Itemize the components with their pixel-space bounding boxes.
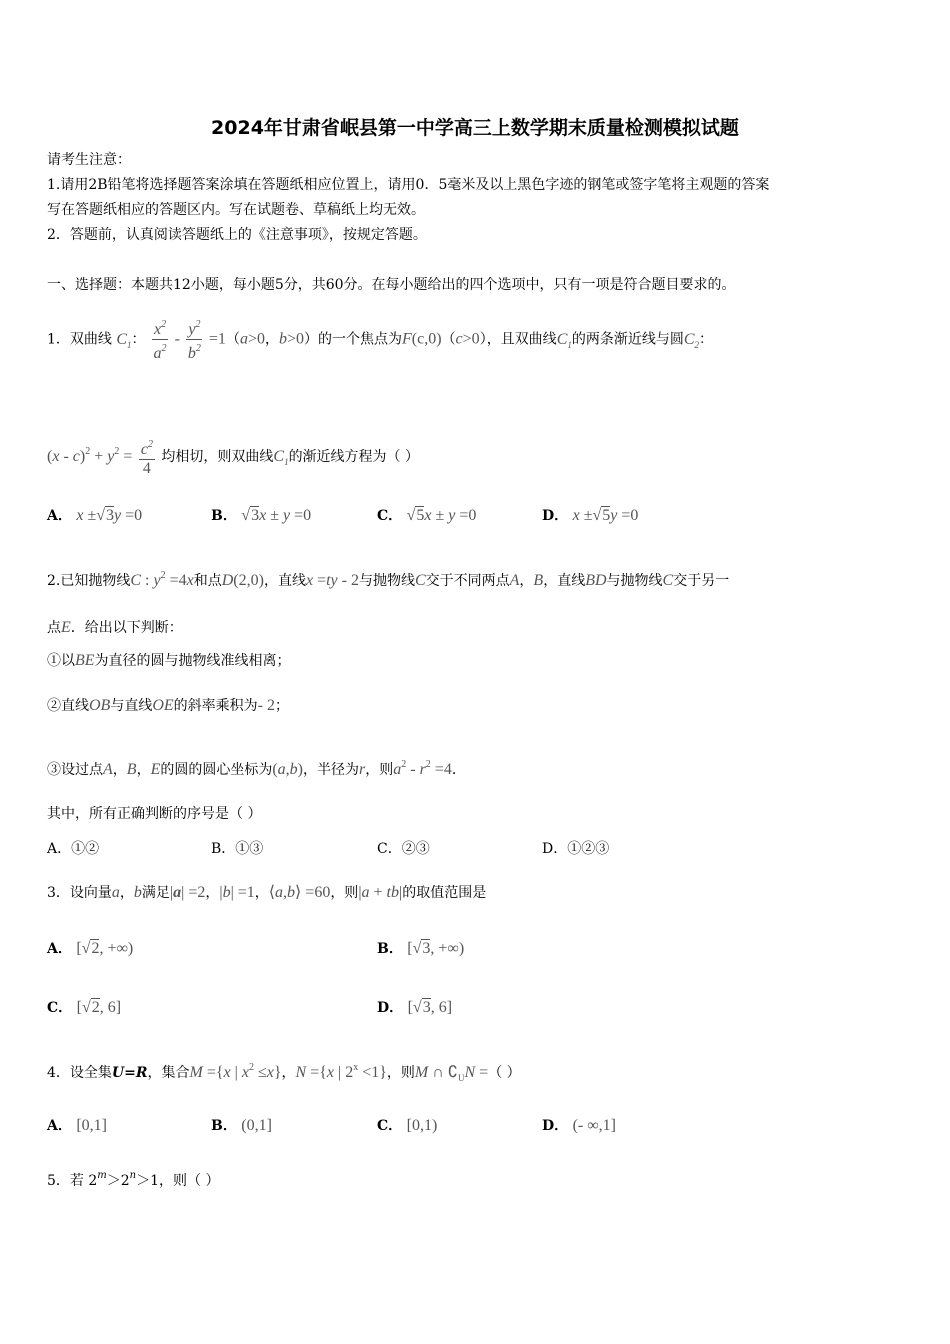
question-1-line-2: $(x - c)^2 + y^2$ = $\frac{c^2}{4}$ 均相切，则双曲线$C_1$的渐近线方程为（ ） [47, 436, 419, 478]
q2-option-a[interactable]: A．①② [47, 841, 100, 857]
q1-option-a[interactable]: A． x ±√3y =0 [47, 507, 143, 524]
q2-option-b[interactable]: B．①③ [211, 841, 264, 857]
q4-option-d[interactable]: D． (- ∞,1] [542, 1117, 616, 1134]
question-2-line-2: 点E．给出以下判断： [47, 619, 183, 636]
q1-text-2: ，且双曲线 [486, 331, 557, 348]
q1-option-b[interactable]: B． √3x ± y =0 [211, 507, 312, 524]
notice-line-2: 写在答题纸相应的答题区内。写在试题卷、草稿纸上均无效。 [47, 202, 425, 218]
q1-text-5: 均相切，则双曲线 [161, 449, 274, 465]
q3-option-a[interactable]: A． [√2, +∞) [47, 940, 134, 957]
q1-option-c[interactable]: C． √5x ± y =0 [377, 507, 477, 524]
question-5: 5．若 $2^m>2^n>1$，则（ ） [47, 1170, 220, 1189]
q1-prefix: 1．双曲线 [47, 331, 112, 348]
q3-option-b[interactable]: B． [√3, +∞) [377, 940, 465, 957]
question-2-ask: 其中，所有正确判断的序号是（ ） [47, 806, 262, 822]
question-4: 4．设全集U=R，集合M ={x | $x^2 \le x$}，N ={x | $2^x <1$}，则M ∩ $∁_UN$ =（ ） [47, 1062, 521, 1083]
q4-option-c[interactable]: C． [0,1) [377, 1117, 438, 1134]
q1-text-4: ： [699, 331, 714, 348]
notice-line-3: 2．答题前，认真阅读答题纸上的《注意事项》，按规定答题。 [47, 227, 427, 243]
q3-option-d[interactable]: D． [√3, 6] [377, 999, 453, 1016]
q2-option-d[interactable]: D．①②③ [542, 841, 610, 857]
q4-option-b[interactable]: B． (0,1] [211, 1117, 272, 1134]
question-2-line-1: 2.已知抛物线C : $y^2 =4x$和点D(2,0)，直线x =ty - 2与抛物线C交于不同两点A，B，直线BD与抛物线C交于另一 [47, 570, 730, 589]
question-2-judgement-3: ③设过点A，B，E的圆的圆心坐标为(a,b)，半径为r，则$a^2 - r^2 =4$． [47, 759, 466, 778]
question-3: 3．设向量a，b满足|a| =2，|b| =1，⟨a,b⟩ =60，则|a + tb|的取值范围是 [47, 884, 487, 901]
section-heading: 一、选择题：本题共12小题，每小题5分，共60分。在每小题给出的四个选项中，只有一项是符合题目要求的。 [47, 277, 736, 293]
question-2-judgement-1: ①以BE为直径的圆与抛物线准线相离； [47, 652, 291, 669]
q1-text-6: 的渐近线方程为（ ） [288, 449, 420, 465]
q1-option-d[interactable]: D． x ±√5y =0 [542, 507, 639, 524]
q3-option-c[interactable]: C． [√2, 6] [47, 999, 122, 1016]
q2-option-c[interactable]: C．②③ [377, 841, 430, 857]
q1-text-3: 的两条渐近线与圆 [571, 331, 684, 348]
page-title: 2024年甘肃省岷县第一中学高三上数学期末质量检测模拟试题 [211, 117, 739, 139]
q4-option-a[interactable]: A． [0,1] [47, 1117, 107, 1134]
question-2-judgement-2: ②直线OB与直线OE的斜率乘积为- 2； [47, 697, 289, 714]
q1-text-1: 的一个焦点为 [318, 331, 402, 348]
notice-line-1: 1.请用2B铅笔将选择题答案涂填在答题纸相应位置上，请用0．5毫米及以上黑色字迹的钢笔或签字笔将主观题的答案 [47, 177, 770, 193]
notice-heading: 请考生注意： [47, 152, 131, 168]
question-1-line-1: 1．双曲线 $C_1$： $\frac{x^2}{a^2}$ - $\frac{y^2}{b^2}$ =1（a>0，b>0）的一个焦点为F(c,0)（c>0），且双曲线$C_1$的两条渐近线与圆$C_2$： [47, 316, 713, 363]
